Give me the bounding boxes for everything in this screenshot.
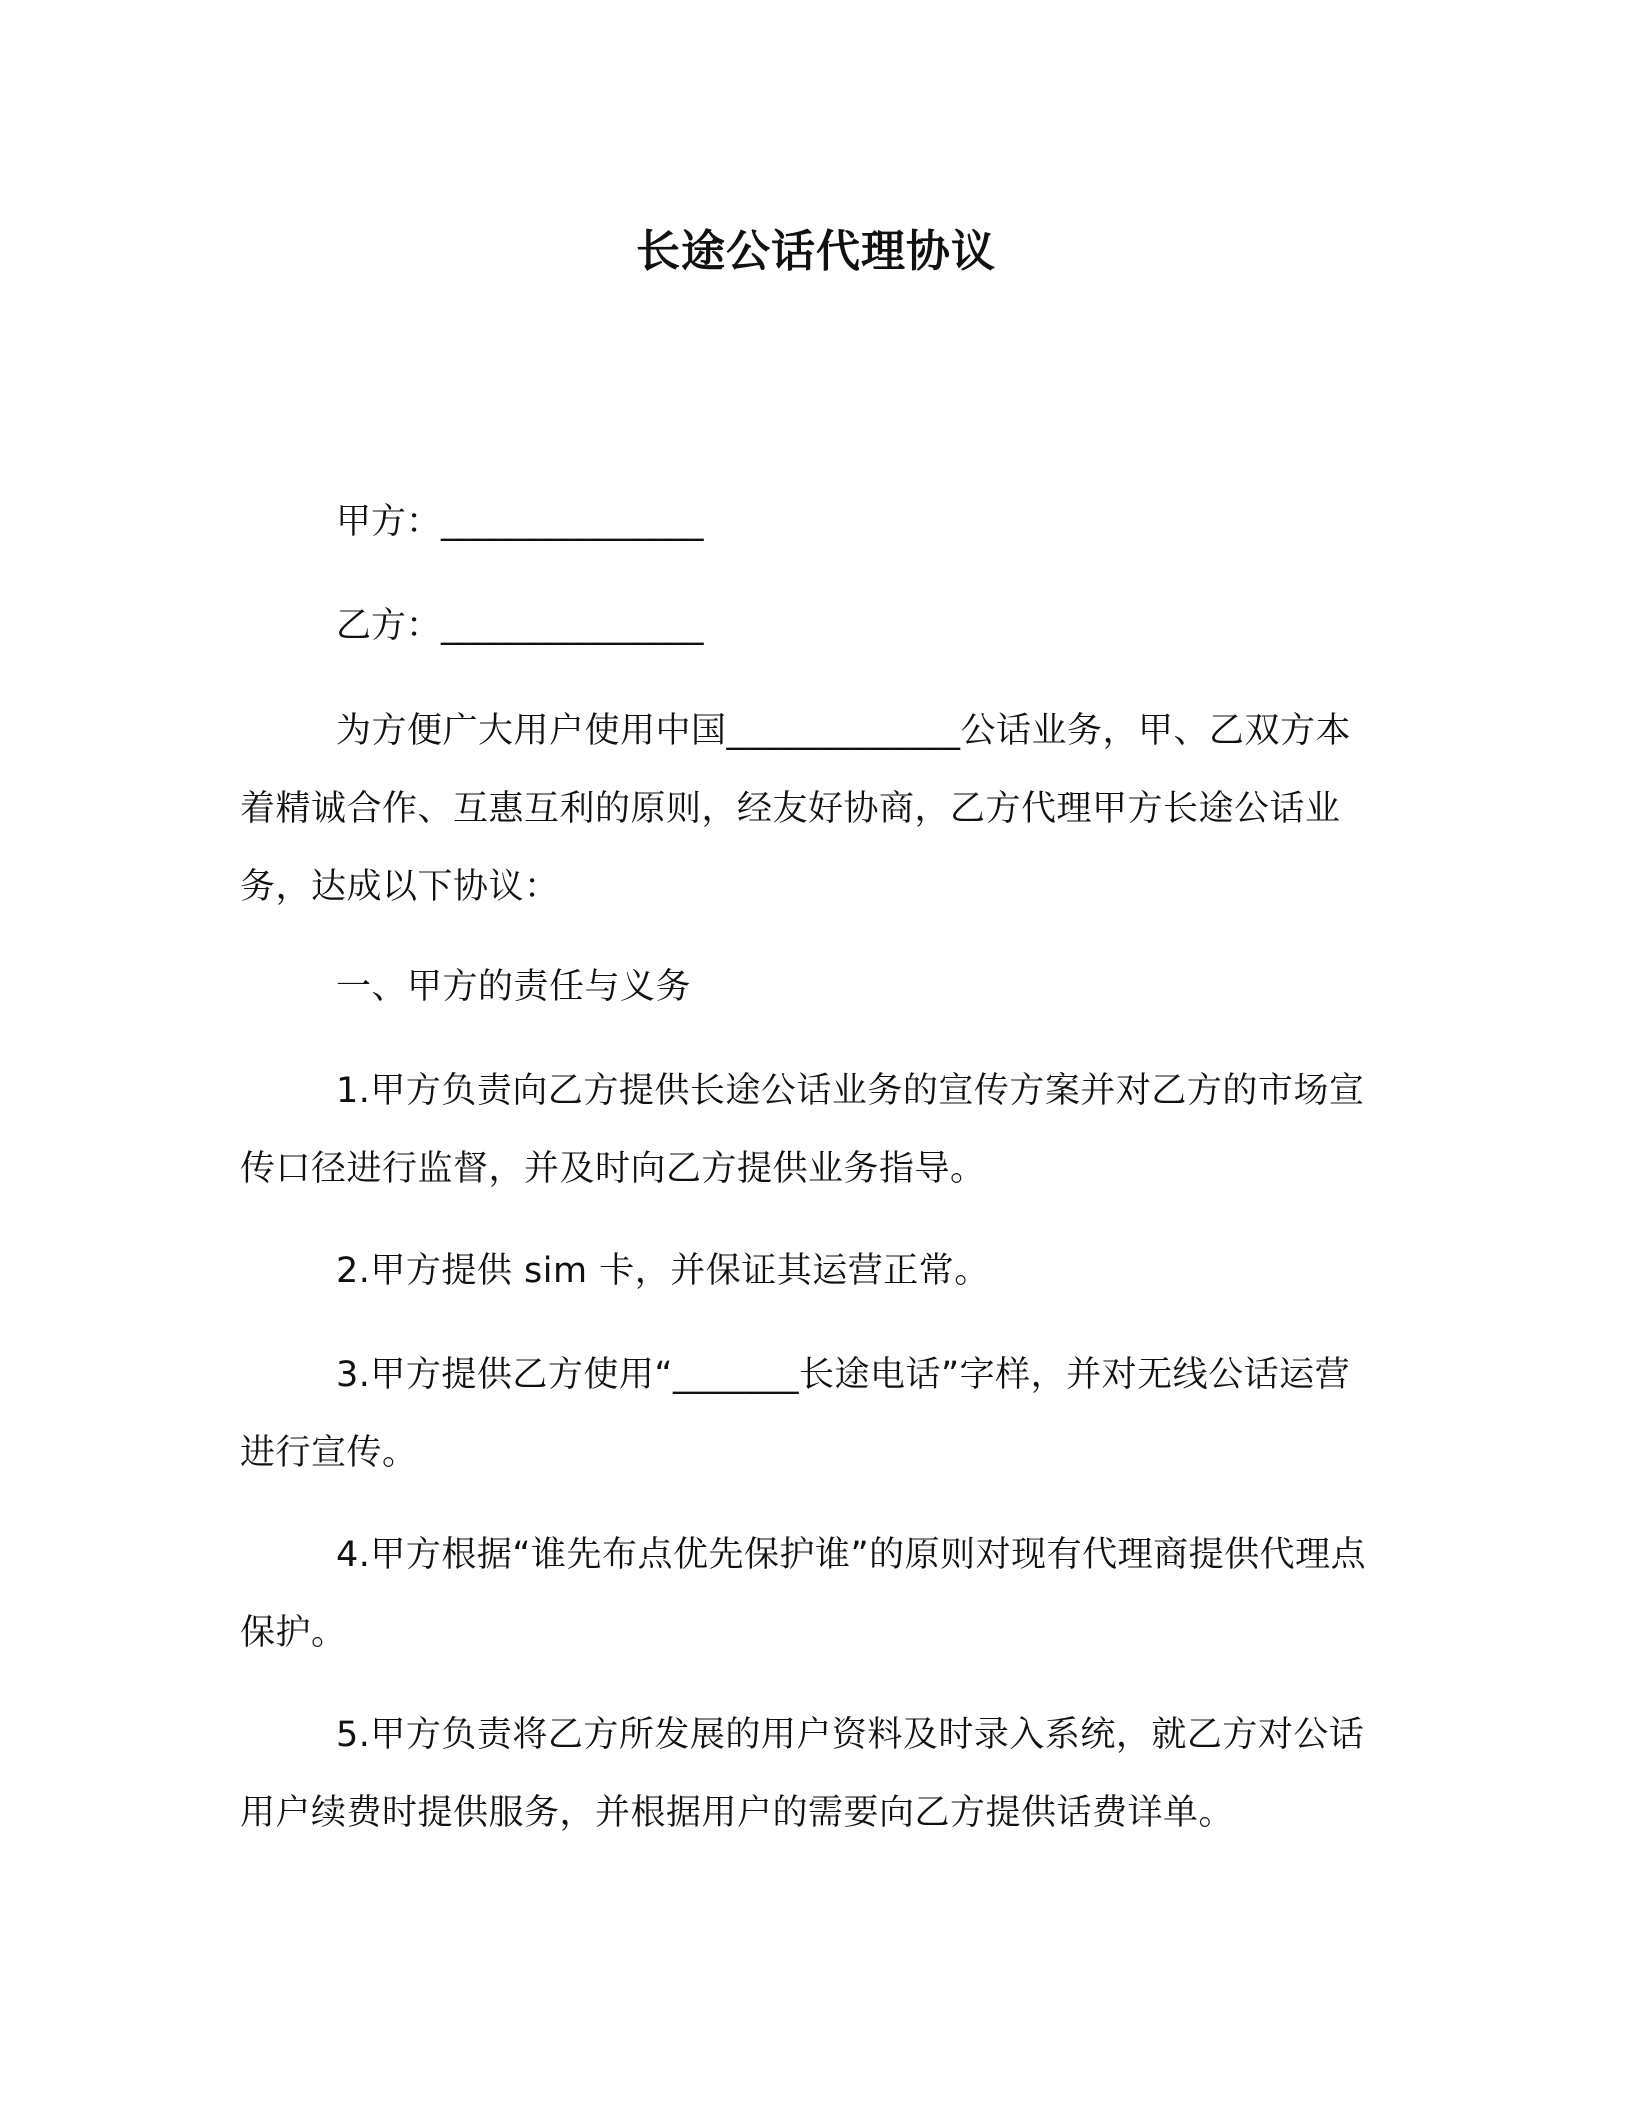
intro-paragraph: 为方便广大用户使用中国_____________公话业务，甲、乙双方本着精诚合作、互惠互利的原则，经友好协商，乙方代理甲方长途公话业务，达成以下协议：	[240, 711, 1352, 907]
party-b-line: 乙方：_______________	[336, 606, 704, 646]
document-title: 长途公话代理协议	[636, 226, 996, 277]
clause-4: 4.甲方根据“谁先布点优先保护谁”的原则对现有代理商提供代理点保护。	[240, 1535, 1367, 1653]
clause-2: 2.甲方提供 sim 卡，并保证其运营正常。	[336, 1251, 990, 1291]
clause-5: 5.甲方负责将乙方所发展的用户资料及时录入系统，就乙方对公话用户续费时提供服务，并根据用户的需要向乙方提供话费详单。	[240, 1715, 1365, 1833]
clause-3: 3.甲方提供乙方使用“_______长途电话”字样，并对无线公话运营进行宣传。	[240, 1355, 1351, 1473]
clause-1: 1.甲方负责向乙方提供长途公话业务的宣传方案并对乙方的市场宣传口径进行监督，并及时向乙方提供业务指导。	[240, 1071, 1365, 1189]
party-a-line: 甲方：_______________	[336, 502, 704, 542]
section-heading: 一、甲方的责任与义务	[336, 967, 692, 1007]
